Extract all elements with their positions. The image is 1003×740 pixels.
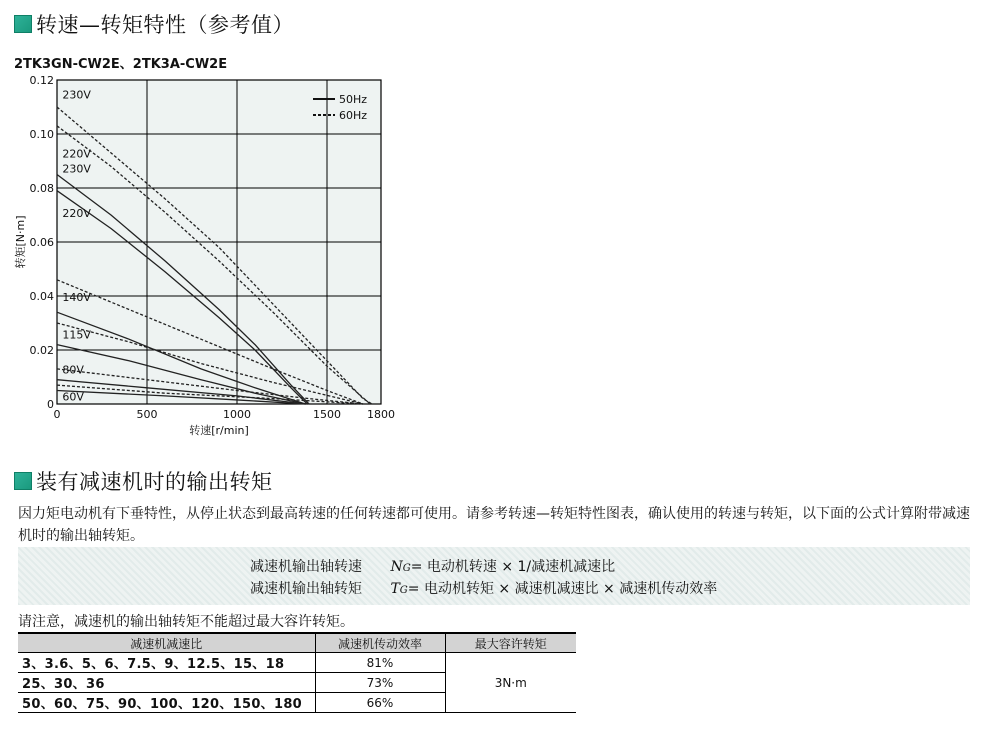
description-text: 因力矩电动机有下垂特性，从停止状态到最高转速的任何转速都可使用。请参考转速—转矩特性图表，确认使用的转速与转矩，以下面的公式计算附带减速机时的输出轴转矩。 bbox=[18, 506, 970, 544]
voltage-label: 230V bbox=[62, 162, 91, 176]
y-tick-label: 0.12 bbox=[29, 74, 54, 87]
voltage-label: 80V bbox=[62, 363, 84, 377]
cell-efficiency: 73% bbox=[315, 673, 445, 693]
formula-subscript: G bbox=[402, 563, 411, 574]
section-marker-icon bbox=[14, 472, 32, 490]
formula-variable: N bbox=[390, 559, 403, 575]
table-header-row bbox=[18, 633, 576, 653]
formula-torque bbox=[250, 578, 717, 598]
speed-torque-chart bbox=[0, 68, 420, 440]
x-tick-label: 0 bbox=[53, 408, 61, 421]
voltage-label: 230V bbox=[62, 88, 91, 102]
cell-efficiency: 81% bbox=[315, 653, 445, 673]
column-header-max-torque: 最大容许转矩 bbox=[445, 633, 576, 653]
note-text: 请注意，减速机的输出轴转矩不能超过最大容许转矩。 bbox=[18, 614, 354, 630]
section-marker-icon bbox=[14, 15, 32, 33]
y-tick-label: 0.04 bbox=[29, 290, 54, 303]
x-tick-label: 1500 bbox=[313, 408, 341, 421]
x-tick-label: 500 bbox=[136, 408, 158, 421]
legend-label: 50Hz bbox=[339, 93, 368, 106]
cell-ratio: 25、30、36 bbox=[18, 673, 315, 693]
formula-speed bbox=[250, 556, 615, 576]
section-title-speed-torque bbox=[14, 9, 294, 39]
section-title-text: 装有减速机时的输出转矩 bbox=[36, 470, 273, 494]
x-axis-label: 转速[r/min] bbox=[189, 424, 249, 437]
gear-ratio-table bbox=[18, 632, 576, 713]
voltage-label: 140V bbox=[62, 290, 91, 304]
formula-subscript: G bbox=[399, 585, 408, 596]
x-tick-label: 1000 bbox=[223, 408, 251, 421]
cell-efficiency: 66% bbox=[315, 693, 445, 713]
cell-ratio: 50、60、75、90、100、120、150、180 bbox=[18, 693, 315, 713]
voltage-label: 220V bbox=[62, 147, 91, 161]
voltage-label: 60V bbox=[62, 390, 84, 404]
y-axis-label: 转矩[N·m] bbox=[14, 215, 27, 269]
cell-max-torque: 3N·m bbox=[445, 653, 576, 713]
model-name: 2TK3GN-CW2E、2TK3A-CW2E bbox=[14, 57, 228, 72]
section-title-text: 转速—转矩特性（参考值） bbox=[36, 13, 294, 37]
x-tick-label: 1800 bbox=[367, 408, 395, 421]
y-tick-label: 0.06 bbox=[29, 236, 54, 249]
formula-expression: = 电动机转矩 × 减速机减速比 × 减速机传动效率 bbox=[407, 581, 718, 597]
formula-variable: T bbox=[390, 581, 400, 597]
voltage-label: 115V bbox=[62, 328, 91, 342]
section-title-output-torque bbox=[14, 466, 273, 496]
formula-label: 减速机输出轴转速 bbox=[250, 559, 362, 575]
column-header-ratio: 减速机减速比 bbox=[18, 633, 315, 653]
formula-box bbox=[18, 547, 970, 605]
y-tick-label: 0.02 bbox=[29, 344, 54, 357]
formula-expression: = 电动机转速 × 1/减速机减速比 bbox=[410, 559, 616, 575]
y-tick-label: 0.10 bbox=[29, 128, 54, 141]
formula-label: 减速机输出轴转矩 bbox=[250, 581, 362, 597]
column-header-efficiency: 减速机传动效率 bbox=[315, 633, 445, 653]
table-row bbox=[18, 653, 576, 673]
y-tick-label: 0.08 bbox=[29, 182, 54, 195]
legend-label: 60Hz bbox=[339, 109, 368, 122]
voltage-label: 220V bbox=[62, 207, 91, 221]
y-tick-label: 0 bbox=[47, 398, 54, 411]
cell-ratio: 3、3.6、5、6、7.5、9、12.5、15、18 bbox=[18, 653, 315, 673]
